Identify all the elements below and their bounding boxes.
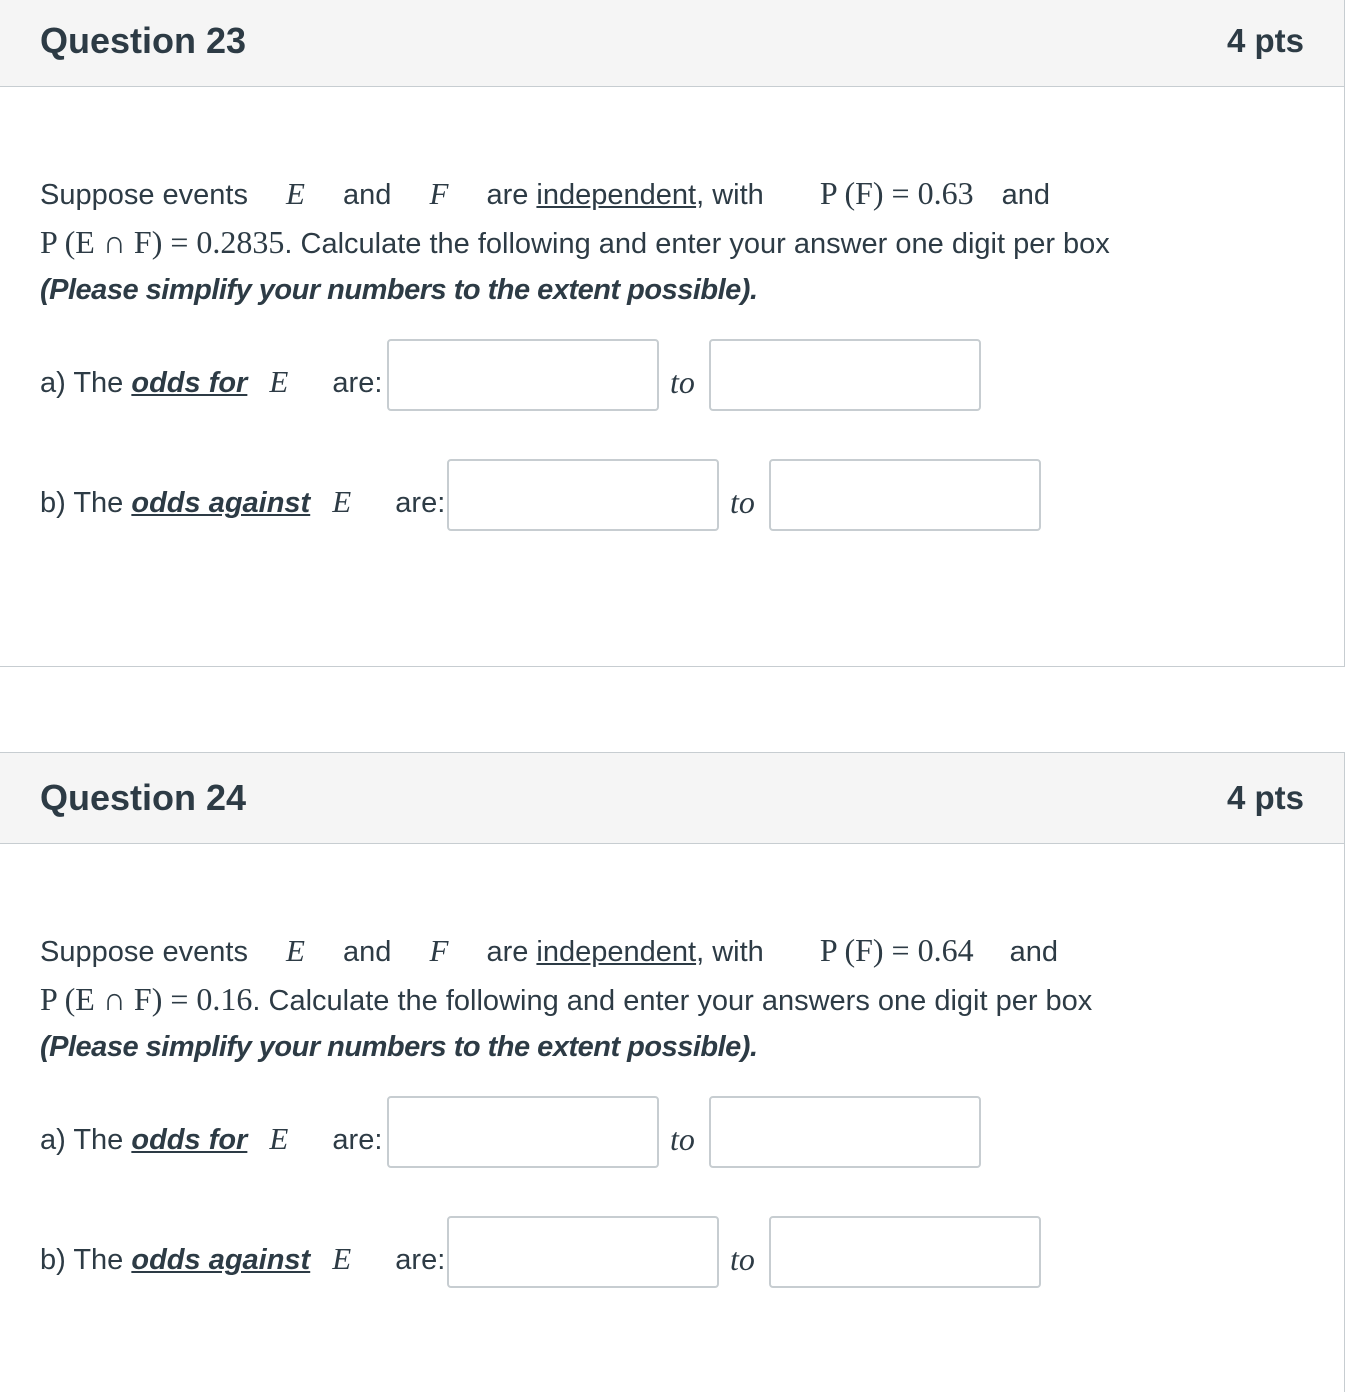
odds-against-link[interactable]: odds against [131,1244,311,1276]
part-b-prefix: b) The [40,1244,124,1276]
to-text: to [730,1241,755,1277]
question-text-line-1 [40,175,1050,212]
to-text: to [670,364,695,400]
simplify-note: (Please simplify your numbers to the extent possible). [40,1031,758,1063]
part-b-label [40,1241,445,1277]
math-E: E [269,364,289,399]
odds-for-link[interactable]: odds for [131,1124,248,1156]
part-a-prefix: a) The [40,367,124,399]
math-F: F [429,933,449,968]
calc-text: . Calculate the following and enter your answer one digit per box [284,228,1110,260]
with-text: , with [696,936,764,968]
question-text-line-2 [40,981,1092,1018]
odds-for-numerator-input[interactable] [387,1096,659,1168]
odds-against-denominator-input[interactable] [769,459,1041,531]
and-text: and [1009,936,1059,968]
are-colon-text: are: [395,1244,446,1276]
are-colon-text: are: [332,1124,383,1156]
with-text: , with [696,179,764,211]
question-points: 4 pts [1226,22,1304,59]
odds-for-denominator-input[interactable] [709,339,981,411]
odds-for-link[interactable]: odds for [131,367,248,399]
and-text: and [1001,179,1051,211]
to-text: to [670,1121,695,1157]
to-text: to [730,484,755,520]
intro-text: Suppose events [40,179,248,211]
odds-against-link[interactable]: odds against [131,487,311,519]
odds-against-numerator-input[interactable] [447,459,719,531]
question-text-line-1 [40,932,1058,969]
part-b-prefix: b) The [40,487,124,519]
are-text: are [486,936,529,968]
math-E: E [286,933,305,968]
math-E: E [332,484,352,519]
odds-for-denominator-input[interactable] [709,1096,981,1168]
question-header [0,0,1344,87]
question-points: 4 pts [1226,779,1304,816]
and-text: and [343,936,392,968]
math-pf: P (F) = 0.63 [819,175,974,211]
question-title: Question 23 [40,20,247,61]
intro-text: Suppose events [40,936,248,968]
calc-text: . Calculate the following and enter your answers one digit per box [252,985,1093,1017]
math-E: E [269,1121,289,1156]
math-pef: P (E ∩ F) = 0.16 [40,981,253,1017]
odds-against-numerator-input[interactable] [447,1216,719,1288]
question-23 [0,0,1345,667]
independent-link[interactable]: independent [536,179,697,211]
part-a-label [40,1121,382,1157]
are-colon-text: are: [332,367,383,399]
question-title: Question 24 [40,777,247,818]
odds-against-denominator-input[interactable] [769,1216,1041,1288]
math-pf: P (F) = 0.64 [819,932,974,968]
independent-link[interactable]: independent [536,936,697,968]
are-colon-text: are: [395,487,446,519]
math-E: E [286,176,305,211]
simplify-note: (Please simplify your numbers to the extent possible). [40,274,758,306]
question-header [0,753,1344,844]
and-text: and [343,179,392,211]
math-F: F [429,176,449,211]
odds-for-numerator-input[interactable] [387,339,659,411]
question-24 [0,752,1345,1392]
part-a-label [40,364,382,400]
are-text: are [486,179,529,211]
math-pef: P (E ∩ F) = 0.2835 [40,224,285,260]
part-b-label [40,484,445,520]
question-text-line-2 [40,224,1110,261]
part-a-prefix: a) The [40,1124,124,1156]
math-E: E [332,1241,352,1276]
